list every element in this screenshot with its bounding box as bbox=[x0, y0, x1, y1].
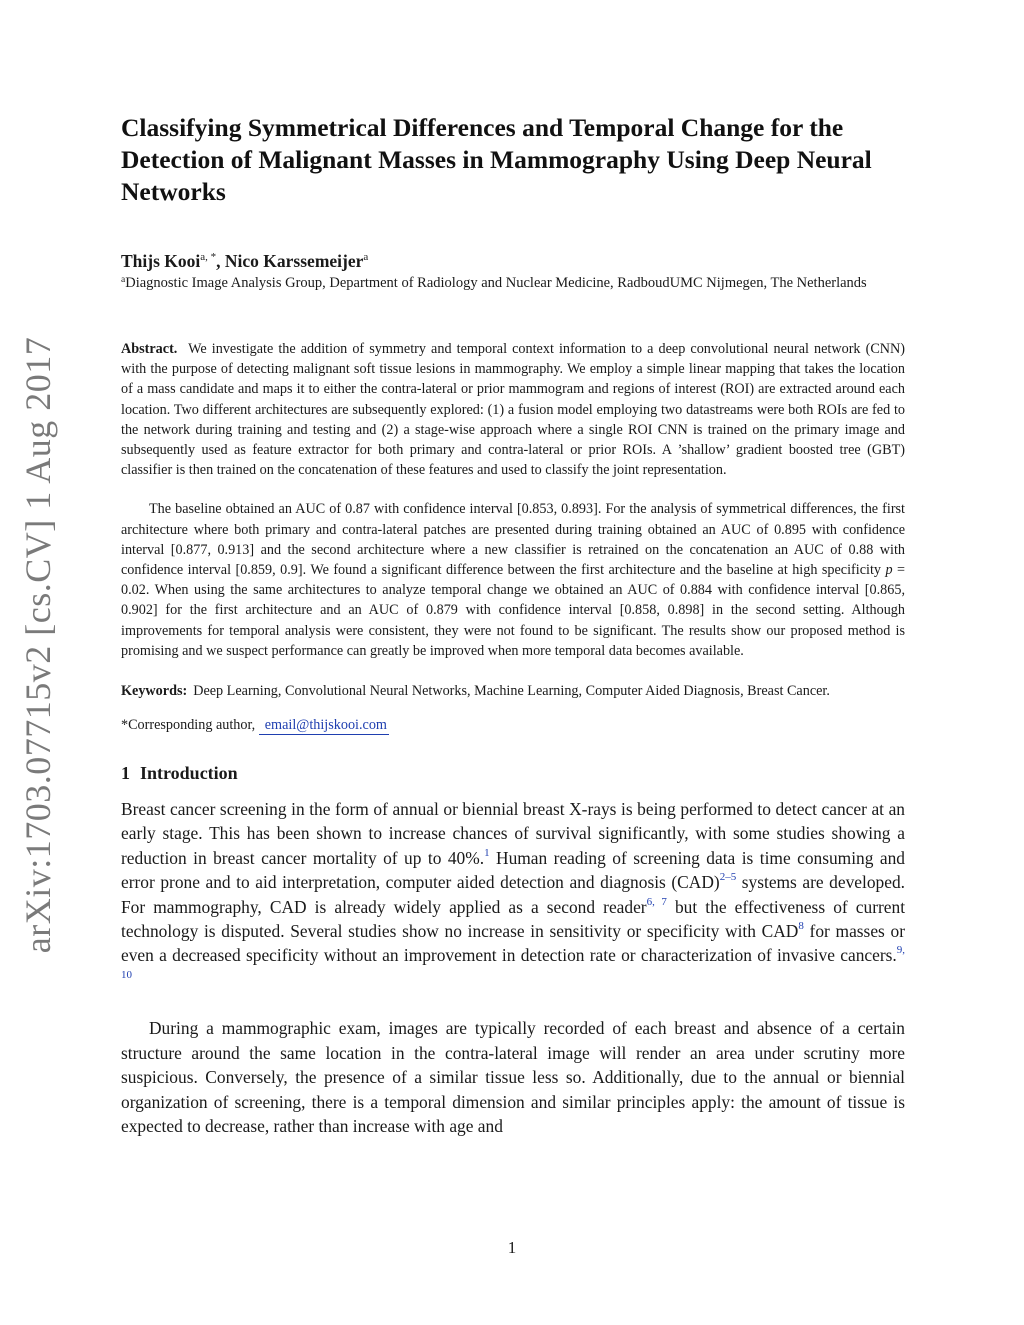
intro-paragraph-1 bbox=[121, 797, 905, 992]
confidence-interval: [0.865, 0.902] bbox=[121, 582, 905, 619]
auc-value: 0.87 bbox=[345, 501, 370, 518]
email-link[interactable]: email@thijskooi.com bbox=[259, 717, 389, 735]
confidence-interval: [0.858, 0.898] bbox=[619, 602, 705, 619]
abstract-text: for the first architecture and an AUC of bbox=[157, 602, 426, 619]
citation-link[interactable]: 2–5 bbox=[719, 871, 737, 884]
abstract-text: with confidence interval bbox=[121, 541, 905, 579]
keywords-label: Keywords: bbox=[121, 683, 188, 700]
author-name-1: Thijs Kooi bbox=[121, 251, 201, 271]
affiliation-text: Diagnostic Image Analysis Group, Department of Radiology and Nuclear Medicine, RadboudUMC Nijmegen, The Netherlands bbox=[125, 275, 867, 291]
keywords bbox=[121, 680, 905, 702]
author-1-superscript: a, * bbox=[200, 251, 217, 263]
citation-link[interactable]: 8 bbox=[798, 920, 804, 933]
section-heading-introduction bbox=[121, 761, 905, 785]
body-text: for masses or even a decreased specificity without an improvement in detection rate or characterization of invasive cancers. bbox=[121, 921, 905, 966]
abstract-text: . For the analysis of symmetrical differences, the first architecture where both primary and contra-lateral patches are presented during training obtained an AUC of bbox=[121, 501, 906, 538]
abstract-text-1: We investigate the addition of symmetry and temporal context information to a deep convolutional neural network (CNN) with the purpose of detecting malignant soft tissue lesions in mammography. We employ a simple linear mapping that takes the location of a mass candidate and maps it to either the contra-lateral or prior mammogram and regions of interest (ROI) are extracted around each location. Two different architectures are subsequently explored: (1) a fusion model employing two datastreams were both ROIs are fed to the network during training and testing and (2) a stage-wise approach where a single ROI CNN is trained on the primary image and subsequently used as feature extractor for both primary and contra-lateral or prior ROIs. A ’shallow’ gradient boosted tree (GBT) classifier is then trained on the concatenation of these features and used to classify the joint representation. bbox=[121, 341, 905, 479]
body-text: systems are developed. For mammography, CAD is already widely applied as a second reader bbox=[121, 872, 905, 917]
introduction-body bbox=[121, 797, 905, 1138]
page-content bbox=[121, 112, 905, 1138]
abstract-text: The baseline obtained an AUC of bbox=[149, 501, 346, 518]
abstract-text: in the second setting. Although improvements for temporal analysis were consistent, they were not found to be significant. The results show our proposed method is promising and we suspect performance can greatly be improved when more temporal data becomes available. bbox=[121, 602, 905, 659]
body-text: Breast cancer screening in the form of annual or biennial breast X-rays is being performed to detect cancer at an early stage. This has been shown to increase chances of survival significantly, with some studies showing a reduction in breast cancer mortality of up to 40%. bbox=[121, 799, 905, 868]
author-list bbox=[121, 250, 905, 272]
abstract-text: with confidence interval bbox=[457, 602, 620, 619]
corresponding-author bbox=[121, 715, 905, 735]
abstract-paragraph-2 bbox=[121, 499, 905, 661]
page-number: 1 bbox=[507, 1238, 517, 1257]
author-separator: , bbox=[216, 251, 225, 271]
abstract-text: with confidence interval bbox=[369, 501, 517, 518]
auc-value: 0.88 bbox=[848, 541, 874, 558]
citation-link[interactable]: 9, 10 bbox=[121, 944, 905, 981]
section-number: 1 bbox=[121, 763, 130, 784]
confidence-interval: [0.859, 0.9] bbox=[235, 562, 303, 579]
citation-link[interactable]: 6, 7 bbox=[646, 895, 667, 908]
p-symbol: p bbox=[885, 562, 893, 579]
author-2-superscript: a bbox=[363, 251, 369, 263]
keywords-text: Deep Learning, Convolutional Neural Networks, Machine Learning, Computer Aided Diagnosis, Breast Cancer. bbox=[193, 683, 830, 700]
intro-paragraph-2: During a mammographic exam, images are typically recorded of each breast and absence of a certain structure around the same location in the contra-lateral image will render an area under scrutiny more suspicious. Conversely, the presence of a similar tissue less so. Additionally, due to the annual or biennial organization of screening, there is a temporal dimension and similar principles apply: the amount of tissue is expected to decrease, rather than increase with age and bbox=[121, 1018, 905, 1136]
affiliation-superscript: a bbox=[121, 275, 126, 285]
paper-title: Classifying Symmetrical Differences and Temporal Change for the Detection of Malignant Masses in Mammography Using Deep Neural Networks bbox=[121, 113, 872, 206]
auc-value: 0.884 bbox=[680, 582, 712, 599]
body-text: Human reading of screening data is time consuming and error prone and to aid interpretation, computer aided detection and diagnosis (CAD) bbox=[121, 847, 905, 893]
abstract-text: with confidence interval bbox=[121, 521, 906, 558]
citation-link[interactable]: 1 bbox=[484, 846, 490, 859]
section-title: Introduction bbox=[140, 763, 238, 784]
abstract-text: . When using the same architectures to analyze temporal change we obtained an AUC of bbox=[145, 582, 681, 599]
abstract-text: . We found a significant difference between the first architecture and the baseline at high specificity bbox=[302, 562, 886, 579]
abstract-label: Abstract. bbox=[121, 341, 178, 357]
auc-value: 0.895 bbox=[774, 521, 806, 538]
body-text: but the effectiveness of current technology is disputed. Several studies show no increase in sensitivity or specificity with CAD bbox=[121, 896, 906, 942]
abstract-paragraph-1 bbox=[121, 339, 905, 480]
affiliation bbox=[121, 273, 905, 293]
abstract-text: with confidence interval bbox=[711, 582, 865, 599]
confidence-interval: [0.853, 0.893] bbox=[516, 501, 598, 518]
p-value: = 0.02 bbox=[121, 562, 905, 599]
auc-value: 0.879 bbox=[425, 602, 458, 619]
corresponding-label: *Corresponding author, bbox=[121, 717, 256, 734]
arxiv-stamp bbox=[6, 336, 70, 954]
abstract-text: and the second architecture where a new classifier is retrained on the concatenation an AUC of bbox=[254, 541, 849, 558]
abstract bbox=[121, 339, 905, 661]
author-name-2: Nico Karssemeijer bbox=[224, 251, 364, 271]
confidence-interval: [0.877, 0.913] bbox=[170, 541, 255, 558]
arxiv-stamp-text: arXiv:1703.07715v2 [cs.CV] 1 Aug 2017 bbox=[18, 336, 58, 954]
